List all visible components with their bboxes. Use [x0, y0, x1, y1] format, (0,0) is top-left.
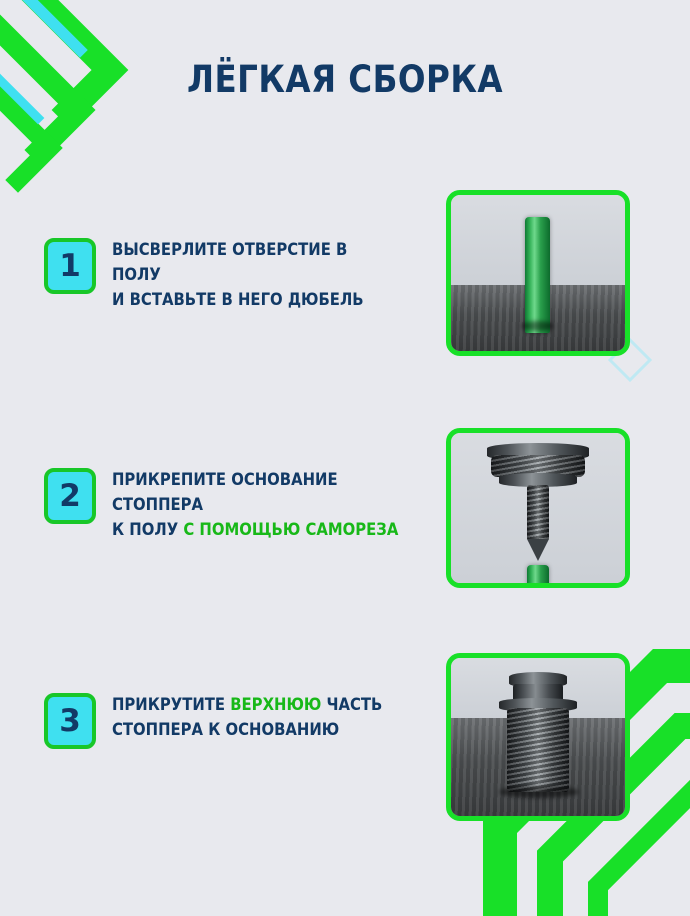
step-3-text	[112, 693, 400, 743]
page-title: ЛЁГКАЯ СБОРКА	[186, 58, 504, 101]
step-2	[0, 420, 690, 620]
step-2-line-1: ПРИКРЕПИТЕ ОСНОВАНИЕ СТОППЕРА	[112, 470, 338, 514]
stopper-shadow	[499, 786, 579, 798]
step-1	[0, 190, 690, 390]
step-3-line-2: СТОППЕРА К ОСНОВАНИЮ	[112, 719, 340, 739]
step-3-line-1	[112, 693, 400, 718]
step-1-line-2: И ВСТАВЬТЕ В НЕГО ДЮБЕЛЬ	[112, 289, 364, 309]
step-2-photo	[446, 428, 630, 588]
screw-tip	[527, 539, 549, 561]
step-3-line-1-plain: ПРИКРУТИТЕ	[112, 695, 231, 714]
step-1-photo	[446, 190, 630, 356]
step-3-line-1-tail: ЧАСТЬ	[321, 695, 383, 714]
step-3-number-badge: 3	[44, 693, 96, 749]
step-3	[0, 645, 690, 845]
screw-shaft	[527, 485, 549, 541]
step-1-line-1: ВЫСВЕРЛИТЕ ОТВЕРСТИЕ В ПОЛУ	[112, 240, 348, 284]
dowel-shadow	[521, 321, 554, 331]
step-2-line-2-plain: К ПОЛУ	[112, 519, 184, 539]
stopper-threaded-body	[507, 708, 569, 792]
step-3-line-1-highlight: ВЕРХНЮЮ	[230, 695, 322, 714]
step-2-number-badge: 2	[44, 468, 96, 524]
step-3-photo	[446, 653, 630, 821]
step-2-text	[112, 468, 400, 542]
decorative-chevrons-top-left	[0, 0, 230, 220]
step-2-line-2-highlight: С ПОМОЩЬЮ САМОРЕЗА	[183, 519, 399, 539]
green-dowel	[527, 565, 549, 588]
step-2-line-2	[112, 518, 400, 543]
green-dowel	[525, 217, 550, 333]
step-1-number-badge: 1	[44, 238, 96, 294]
step-1-text	[112, 238, 400, 312]
